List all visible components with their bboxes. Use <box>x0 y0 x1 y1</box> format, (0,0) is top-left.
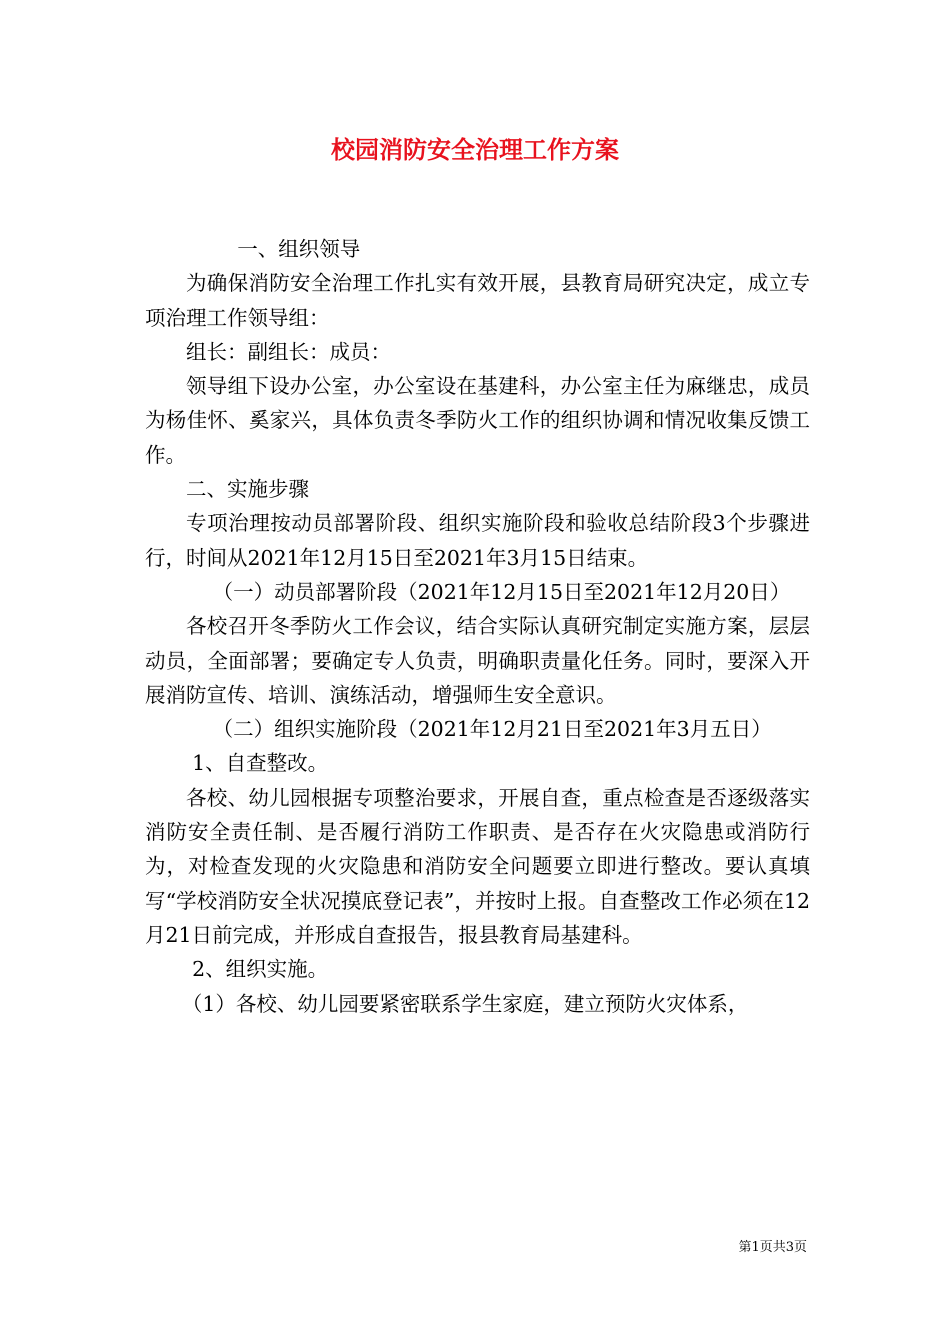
paragraph: 各校、幼儿园根据专项整治要求，开展自查，重点检查是否逐级落实消防安全责任制、是否履行消防工作职责、是否存在火灾隐患或消防行为，对检查发现的火灾隐患和消防安全问题要立即进行整改。要认真填写“学校消防安全状况摸底登记表”，并按时上报。自查整改工作必须在12月21日前完成，并形成自查报告，报县教育局基建科。 <box>145 785 810 947</box>
section-heading-steps: 二、实施步骤 <box>186 477 309 502</box>
paragraph: 为确保消防安全治理工作扎实有效开展，县教育局研究决定，成立专项治理工作领导组： <box>145 271 810 330</box>
paragraph: （1）各校、幼儿园要紧密联系学生家庭，建立预防火灾体系， <box>181 991 749 1016</box>
paragraph: 各校召开冬季防火工作会议，结合实际认真研究制定实施方案，层层动员，全面部署；要确定专人负责，明确职责量化任务。同时，要深入开展消防宣传、培训、演练活动，增强师生安全意识。 <box>145 614 810 707</box>
subsection-heading-implementation: （二）组织实施阶段（2021年12月21日至2021年3月五日） <box>212 717 772 742</box>
document-body <box>145 232 810 1021</box>
paragraph: 领导组下设办公室，办公室设在基建科，办公室主任为麻继忠，成员为杨佳怀、奚家兴，具体负责冬季防火工作的组织协调和情况收集反馈工作。 <box>145 374 810 467</box>
document-title: 校园消防安全治理工作方案 <box>331 135 619 164</box>
section-heading-organization: 一、组织领导 <box>237 237 361 261</box>
list-item-organize: 2、组织实施。 <box>192 957 329 982</box>
paragraph: 专项治理按动员部署阶段、组织实施阶段和验收总结阶段3个步骤进行，时间从2021年12月15日至2021年3月15日结束。 <box>145 511 810 570</box>
paragraph: 组长：副组长：成员： <box>186 339 391 364</box>
list-item-self-inspection: 1、自查整改。 <box>192 751 329 776</box>
page-number: 第1页共3页 <box>738 1240 807 1255</box>
subsection-heading-mobilization: （一）动员部署阶段（2021年12月15日至2021年12月20日） <box>212 579 791 604</box>
